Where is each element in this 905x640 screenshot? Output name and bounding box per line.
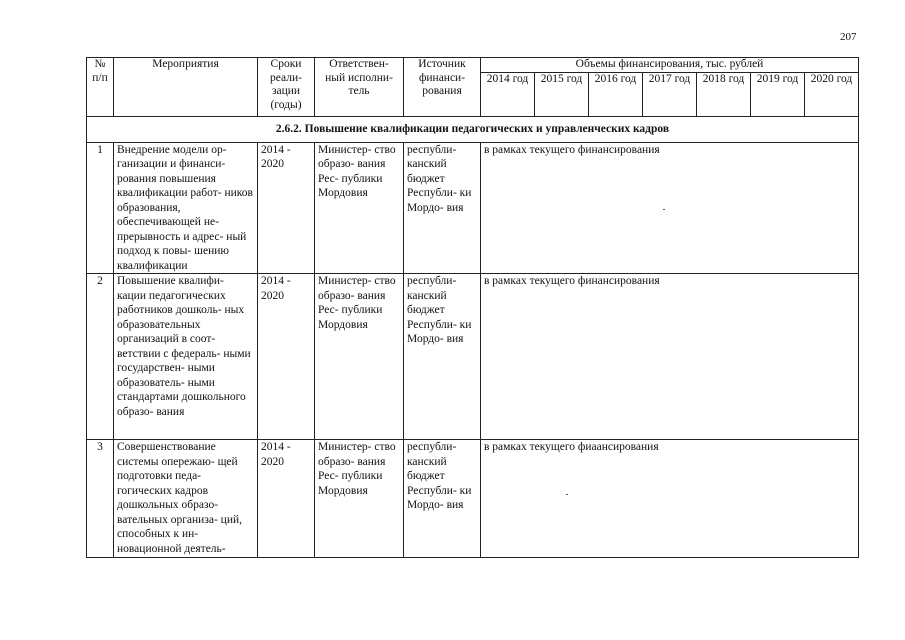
row-terms: 2014 - 2020	[258, 142, 315, 274]
row-number: 1	[87, 142, 114, 274]
header-activity: Мероприятия	[114, 58, 258, 117]
row-activity: Внедрение модели ор- ганизации и финанси- рования повышения квалификации работ- ников образования, обеспечивающей не- прерывность и адрес- ный подход к повы- шению квалификации	[114, 142, 258, 274]
row-funding-source: республи- канский бюджет Республи- ки Мордо- вия	[404, 274, 481, 440]
header-year: 2019 год	[751, 72, 805, 116]
header-funding-source: Источник финанси- рования	[404, 58, 481, 117]
row-terms: 2014 - 2020	[258, 274, 315, 440]
section-row	[87, 116, 859, 142]
row-funding: в рамках текущего финансирования	[481, 142, 859, 274]
row-executor: Министер- ство образо- вания Рес- публики Мордовия	[315, 274, 404, 440]
measures-table	[86, 57, 859, 558]
page-number: 207	[840, 31, 857, 43]
row-funding: в рамках текущего фиаансирования	[481, 440, 859, 558]
table-row	[87, 274, 859, 440]
row-terms: 2014 - 2020	[258, 440, 315, 558]
header-number: № п/п	[87, 58, 114, 117]
header-year: 2016 год	[589, 72, 643, 116]
section-title: 2.6.2. Повышение квалификации педагогических и управленческих кадров	[87, 116, 859, 142]
row-activity: Повышение квалифи- кации педагогических работников дошколь- ных образовательных организаций в соот- ветствии с федераль- ными государствен- ными образователь- ными стандартами дошкольного образо- вания	[114, 274, 258, 440]
row-executor: Министер- ство образо- вания Рес- публики Мордовия	[315, 142, 404, 274]
row-executor: Министер- ство образо- вания Рес- публики Мордовия	[315, 440, 404, 558]
row-number: 2	[87, 274, 114, 440]
row-number: 3	[87, 440, 114, 558]
row-funding-source: республи- канский бюджет Республи- ки Мордо- вия	[404, 440, 481, 558]
table-row	[87, 440, 859, 558]
row-activity: Совершенствование системы опережаю- щей подготовки педа- гогических кадров дошкольных образо- вательных организа- ций, способных к ин- новационной деятель-	[114, 440, 258, 558]
header-year: 2014 год	[481, 72, 535, 116]
header-funding-volume: Объемы финансирования, тыс. рублей	[481, 58, 859, 73]
scan-speck	[663, 209, 665, 210]
header-terms: Сроки реали- зации (годы)	[258, 58, 315, 117]
row-funding-source: республи- канский бюджет Республи- ки Мордо- вия	[404, 142, 481, 274]
header-executor: Ответствен- ный исполни- тель	[315, 58, 404, 117]
header-year: 2015 год	[535, 72, 589, 116]
scan-speck	[566, 494, 568, 495]
header-year: 2018 год	[697, 72, 751, 116]
header-year: 2020 год	[805, 72, 859, 116]
row-funding: в рамках текущего финансирования	[481, 274, 859, 440]
table-row	[87, 142, 859, 274]
header-year: 2017 год	[643, 72, 697, 116]
